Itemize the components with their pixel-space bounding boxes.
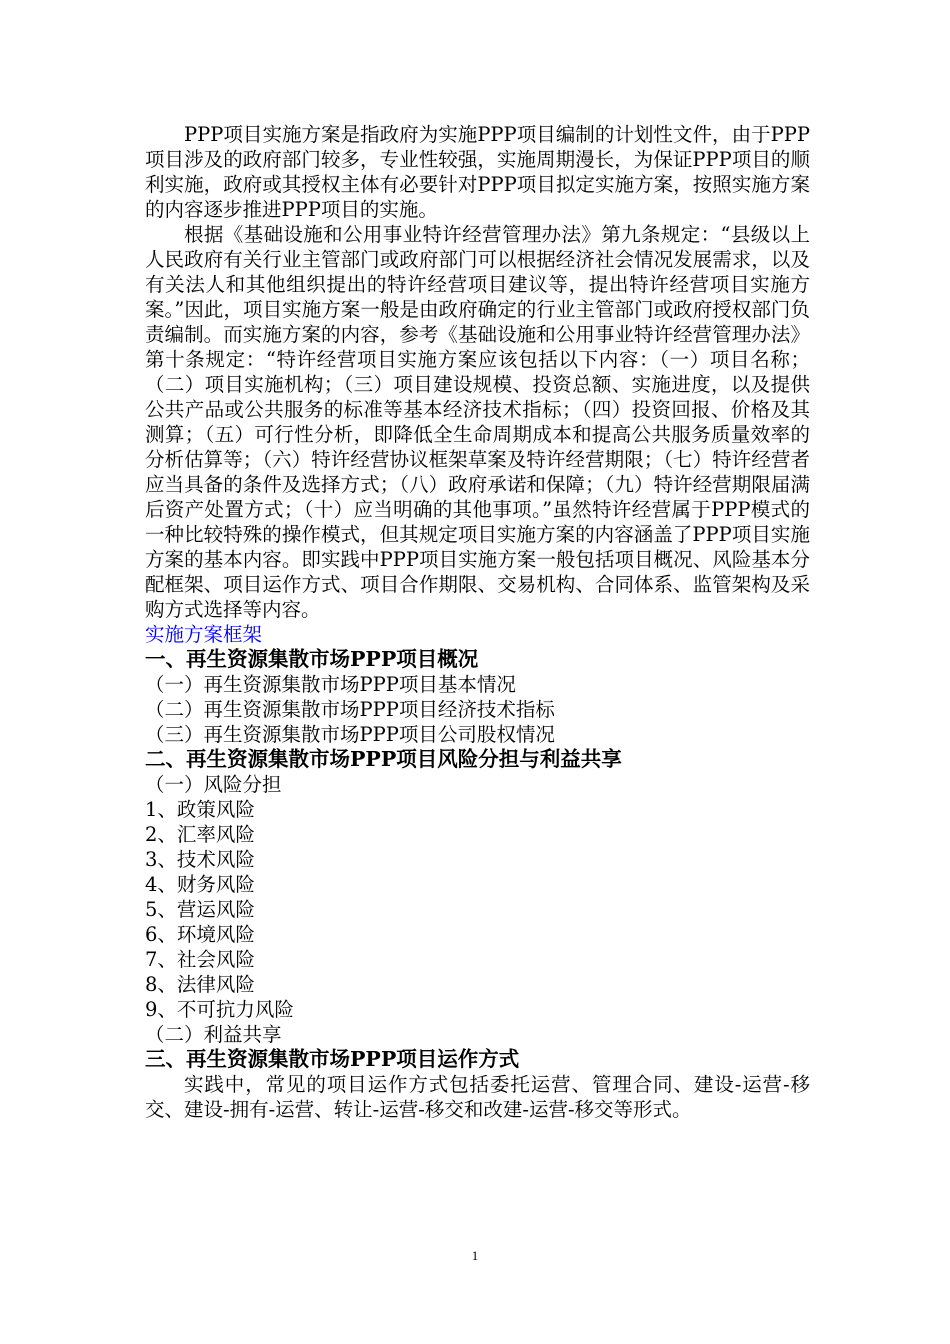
section-1-heading: 一、再生资源集散市场PPP项目概况 bbox=[145, 647, 479, 671]
section-2-sub-2: （二）利益共享 bbox=[145, 1023, 282, 1046]
risk-item: 6、环境风险 bbox=[145, 923, 255, 946]
section-2-heading: 二、再生资源集散市场PPP项目风险分担与利益共享 bbox=[145, 747, 622, 771]
section-1-sub-2: （二）再生资源集散市场PPP项目经济技术指标 bbox=[145, 698, 555, 721]
intro-paragraph: PPP项目实施方案是指政府为实施PPP项目编制的计划性文件，由于PPP项目涉及的政府部门较多，专业性较强，实施周期漫长，为保证PPP项目的顺利实施，政府或其授权主体有必要针对PPP项目拟定实施方案，按照实施方案的内容逐步推进PPP项目的实施。 bbox=[145, 123, 810, 221]
risk-item: 4、财务风险 bbox=[145, 873, 255, 896]
framework-title: 实施方案框架 bbox=[145, 623, 263, 646]
document-page bbox=[145, 122, 810, 1122]
section-1-sub-1: （一）再生资源集散市场PPP项目基本情况 bbox=[145, 673, 516, 696]
section-3-paragraph: 实践中，常见的项目运作方式包括委托运营、管理合同、建设-运营-移交、建设-拥有-运营、转让-运营-移交和改建-运营-移交等形式。 bbox=[145, 1073, 810, 1121]
risk-item: 1、政策风险 bbox=[145, 798, 255, 821]
risk-item: 2、汇率风险 bbox=[145, 823, 255, 846]
risk-item: 9、不可抗力风险 bbox=[145, 998, 294, 1021]
risk-item: 3、技术风险 bbox=[145, 848, 255, 871]
section-3-heading: 三、再生资源集散市场PPP项目运作方式 bbox=[145, 1047, 520, 1071]
risk-item: 7、社会风险 bbox=[145, 948, 255, 971]
risk-item: 8、法律风险 bbox=[145, 973, 255, 996]
page-number: 1 bbox=[471, 1248, 479, 1263]
section-2-sub-1: （一）风险分担 bbox=[145, 773, 282, 796]
section-1-sub-3: （三）再生资源集散市场PPP项目公司股权情况 bbox=[145, 723, 555, 746]
regulation-paragraph: 根据《基础设施和公用事业特许经营管理办法》第九条规定：“县级以上人民政府有关行业主管部门或政府部门可以根据经济社会情况发展需求，以及有关法人和其他组织提出的特许经营项目建议等，提出特许经营项目实施方案。”因此，项目实施方案一般是由政府确定的行业主管部门或政府授权部门负责编制。而实施方案的内容，参考《基础设施和公用事业特许经营管理办法》第十条规定：“特许经营项目实施方案应该包括以下内容：（一）项目名称；（二）项目实施机构；（三）项目建设规模、投资总额、实施进度，以及提供公共产品或公共服务的标准等基本经济技术指标；（四）投资回报、价格及其测算；（五）可行性分析，即降低全生命周期成本和提高公共服务质量效率的分析估算等；（六）特许经营协议框架草案及特许经营期限；（七）特许经营者应当具备的条件及选择方式；（八）政府承诺和保障；（九）特许经营期限届满后资产处置方式；（十）应当明确的其他事项。”虽然特许经营属于PPP模式的一种比较特殊的操作模式，但其规定项目实施方案的内容涵盖了PPP项目实施方案的基本内容。即实践中PPP项目实施方案一般包括项目概况、风险基本分配框架、项目运作方式、项目合作期限、交易机构、合同体系、监管架构及采购方式选择等内容。 bbox=[145, 223, 810, 621]
risk-item: 5、营运风险 bbox=[145, 898, 255, 921]
